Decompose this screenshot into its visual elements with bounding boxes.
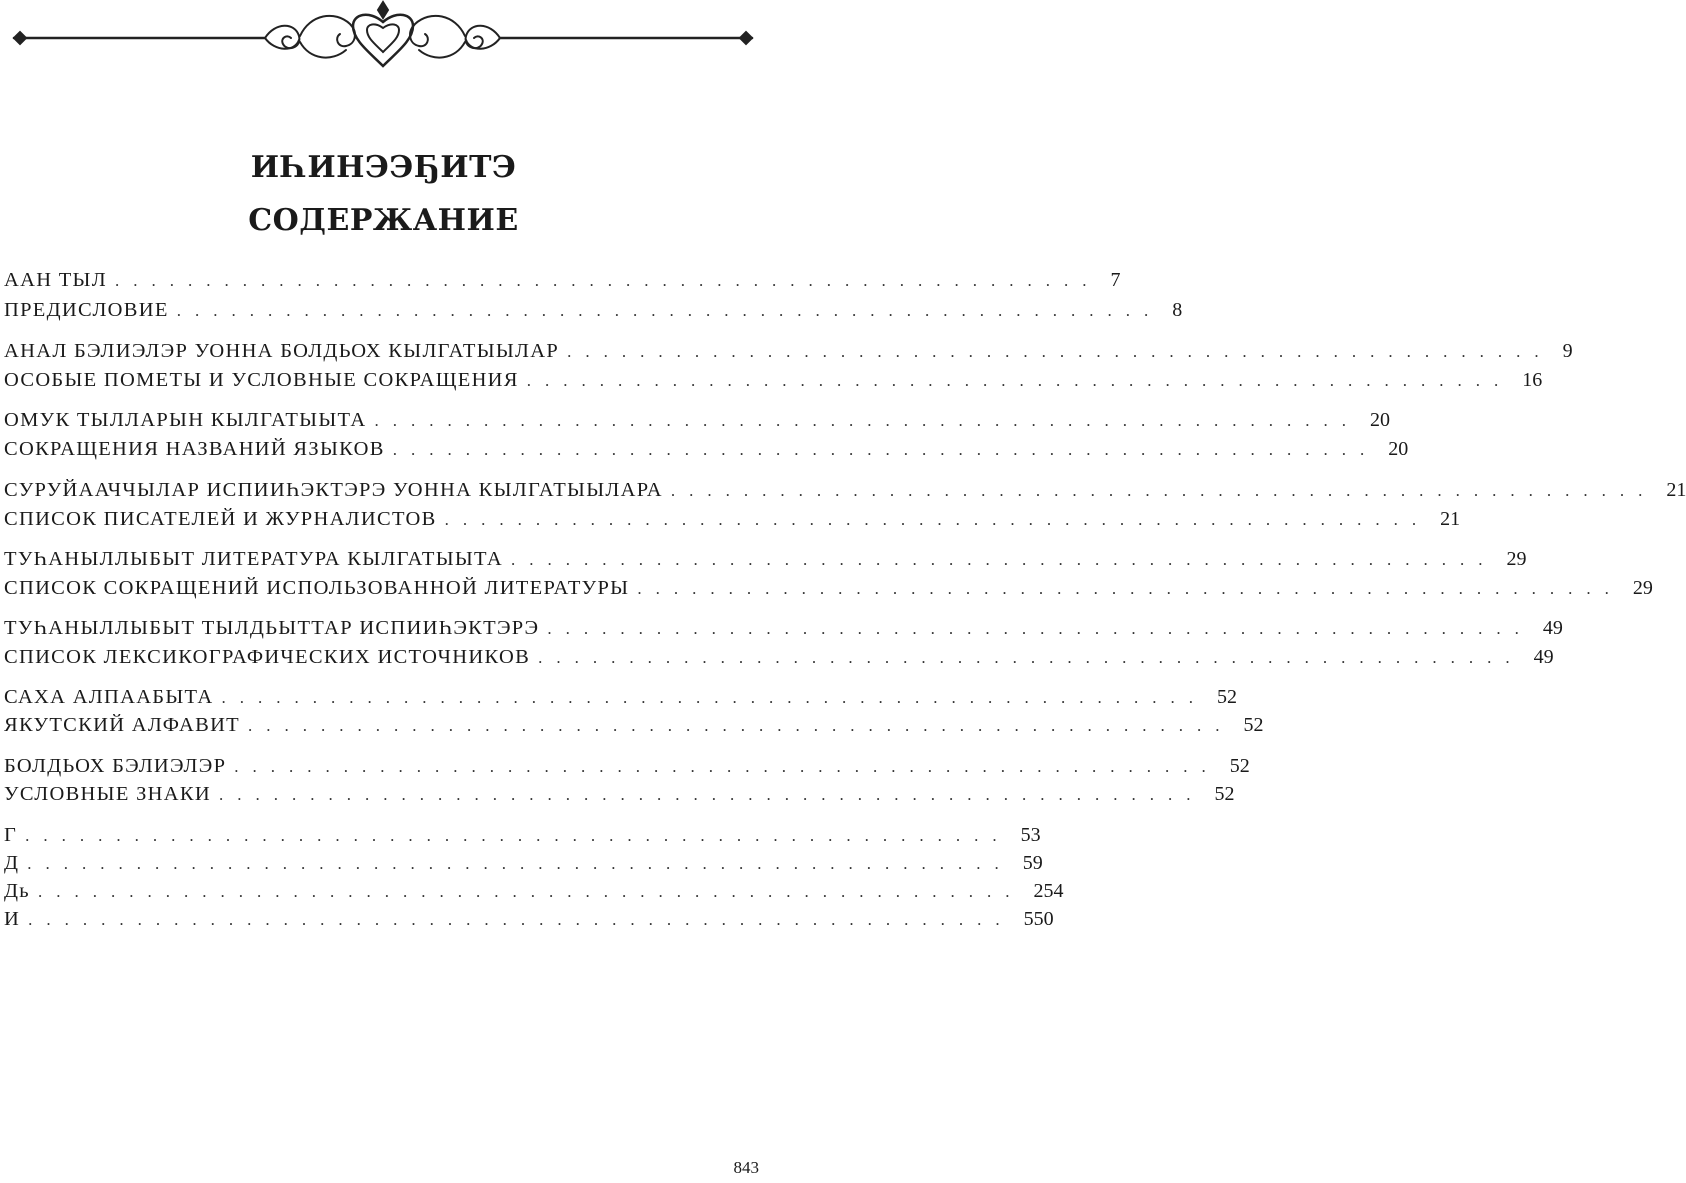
dot-leader: ......................................................	[28, 910, 1014, 929]
toc-entry[interactable]	[4, 877, 1064, 905]
toc-entry[interactable]	[4, 643, 1554, 671]
toc-entry-label: БОЛДЬОХ БЭЛИЭЛЭР	[4, 755, 227, 777]
toc-entry-label: СПИСОК СОКРАЩЕНИЙ ИСПОЛЬЗОВАННОЙ ЛИТЕРАТУРЫ	[4, 577, 630, 599]
title-russian: СОДЕРЖАНИЕ	[248, 203, 519, 238]
toc-entry-label: САХА АЛПААБЫТА	[4, 686, 214, 708]
toc-entry[interactable]	[4, 752, 1250, 780]
toc-entry-page: 59	[1022, 852, 1043, 874]
toc-entry[interactable]	[4, 821, 1041, 849]
toc-entry-page: 8	[1172, 299, 1183, 321]
toc-entry-label: СУРУЙААЧЧЫЛАР ИСПИИҺЭКТЭРЭ УОННА КЫЛГАТЫЫЛАРА	[4, 479, 663, 501]
toc-entry-label: ТУҺАНЫЛЛЫБЫТ ТЫЛДЬЫТТАР ИСПИИҺЭКТЭРЭ	[4, 617, 540, 639]
toc-entry-label: АНАЛ БЭЛИЭЛЭР УОННА БОЛДЬОХ КЫЛГАТЫЫЛАР	[4, 340, 560, 362]
toc-entry-page: 20	[1369, 409, 1390, 431]
dot-leader: ......................................................	[444, 510, 1431, 529]
toc-entry-label: ОСОБЫЕ ПОМЕТЫ И УСЛОВНЫЕ СОКРАЩЕНИЯ	[4, 369, 519, 391]
toc-entry[interactable]	[4, 366, 1543, 394]
dot-leader: ......................................................	[510, 550, 1497, 569]
toc-entry-page: 52	[1229, 755, 1250, 777]
toc-entry[interactable]	[4, 337, 1573, 365]
toc-entry-page: 49	[1533, 646, 1554, 668]
header-ornament	[0, 0, 767, 80]
dot-leader: ......................................................	[114, 271, 1101, 290]
dot-leader: ......................................................	[234, 757, 1220, 776]
dot-leader: ......................................................	[25, 826, 1011, 845]
dot-leader: ......................................................	[218, 785, 1205, 804]
dot-leader: ......................................................	[221, 688, 1207, 707]
toc-entry-label: СПИСОК ЛЕКСИКОГРАФИЧЕСКИХ ИСТОЧНИКОВ	[4, 646, 531, 668]
toc-entry-page: 52	[1214, 783, 1235, 805]
toc-entry[interactable]	[4, 545, 1527, 573]
toc-entry-label: УСЛОВНЫЕ ЗНАКИ	[4, 783, 211, 805]
toc-entry[interactable]	[4, 905, 1054, 933]
dot-leader: ......................................................	[538, 648, 1524, 667]
toc-entry-page: 49	[1542, 617, 1563, 639]
toc-entry-label: ОМУК ТЫЛЛАРЫН КЫЛГАТЫЫТА	[4, 409, 367, 431]
toc-entry-label: И	[4, 908, 21, 930]
toc-entry[interactable]	[4, 266, 1121, 294]
toc-entry-label: Г	[4, 824, 18, 846]
toc-entry-label: Д	[4, 852, 20, 874]
toc-entry-page: 16	[1522, 369, 1543, 391]
dot-leader: ......................................................	[374, 411, 1360, 430]
toc-entry-page: 52	[1243, 714, 1264, 736]
toc-entry[interactable]	[4, 574, 1653, 602]
dot-leader: ......................................................	[27, 854, 1013, 873]
toc-entry[interactable]	[4, 683, 1237, 711]
toc-entry-label: Дь	[4, 880, 30, 902]
toc-entry-page: 29	[1506, 548, 1527, 570]
toc-entry-label: ПРЕДИСЛОВИЕ	[4, 299, 169, 321]
toc-entry-page: 7	[1110, 269, 1121, 291]
toc-entry[interactable]	[4, 780, 1235, 808]
toc-entry-label: СОКРАЩЕНИЯ НАЗВАНИЙ ЯЗЫКОВ	[4, 438, 385, 460]
toc-entry-page: 254	[1033, 880, 1064, 902]
toc-entry-page: 20	[1388, 438, 1409, 460]
toc-entry[interactable]	[4, 849, 1043, 877]
title-sakha: ИҺИНЭЭҔИТЭ	[250, 150, 517, 185]
dot-leader: ......................................................	[392, 440, 1379, 459]
toc-entry-label: СПИСОК ПИСАТЕЛЕЙ И ЖУРНАЛИСТОВ	[4, 508, 437, 530]
toc-entry-label: ТУҺАНЫЛЛЫБЫТ ЛИТЕРАТУРА КЫЛГАТЫЫТА	[4, 548, 503, 570]
toc-entry-page: 9	[1562, 340, 1573, 362]
toc-entry[interactable]	[4, 614, 1563, 642]
toc-entry-label: ЯКУТСКИЙ АЛФАВИТ	[4, 714, 240, 736]
toc-entry-label: ААН ТЫЛ	[4, 269, 107, 291]
toc-entry-page: 53	[1020, 824, 1041, 846]
dot-leader: ......................................................	[637, 579, 1623, 598]
toc-entry-page: 550	[1023, 908, 1054, 930]
dot-leader: ......................................................	[176, 301, 1163, 320]
toc-entry[interactable]	[4, 505, 1461, 533]
dot-leader: ......................................................	[248, 716, 1234, 735]
page-number: 843	[733, 1158, 759, 1177]
dot-leader: ......................................................	[37, 882, 1024, 901]
toc-entry-page: 52	[1216, 686, 1237, 708]
toc-entry-page: 21	[1666, 479, 1686, 501]
toc-entry[interactable]	[4, 711, 1264, 739]
toc-entry[interactable]	[4, 435, 1409, 463]
toc-entry[interactable]	[4, 476, 1686, 504]
dot-leader: ......................................................	[526, 371, 1513, 390]
toc-entry[interactable]	[4, 296, 1183, 324]
toc-entry-page: 29	[1632, 577, 1653, 599]
dot-leader: ......................................................	[547, 619, 1533, 638]
dot-leader: ......................................................	[670, 481, 1657, 500]
toc-entry-page: 21	[1440, 508, 1461, 530]
toc-entry[interactable]	[4, 406, 1390, 434]
dot-leader: ......................................................	[567, 342, 1553, 361]
